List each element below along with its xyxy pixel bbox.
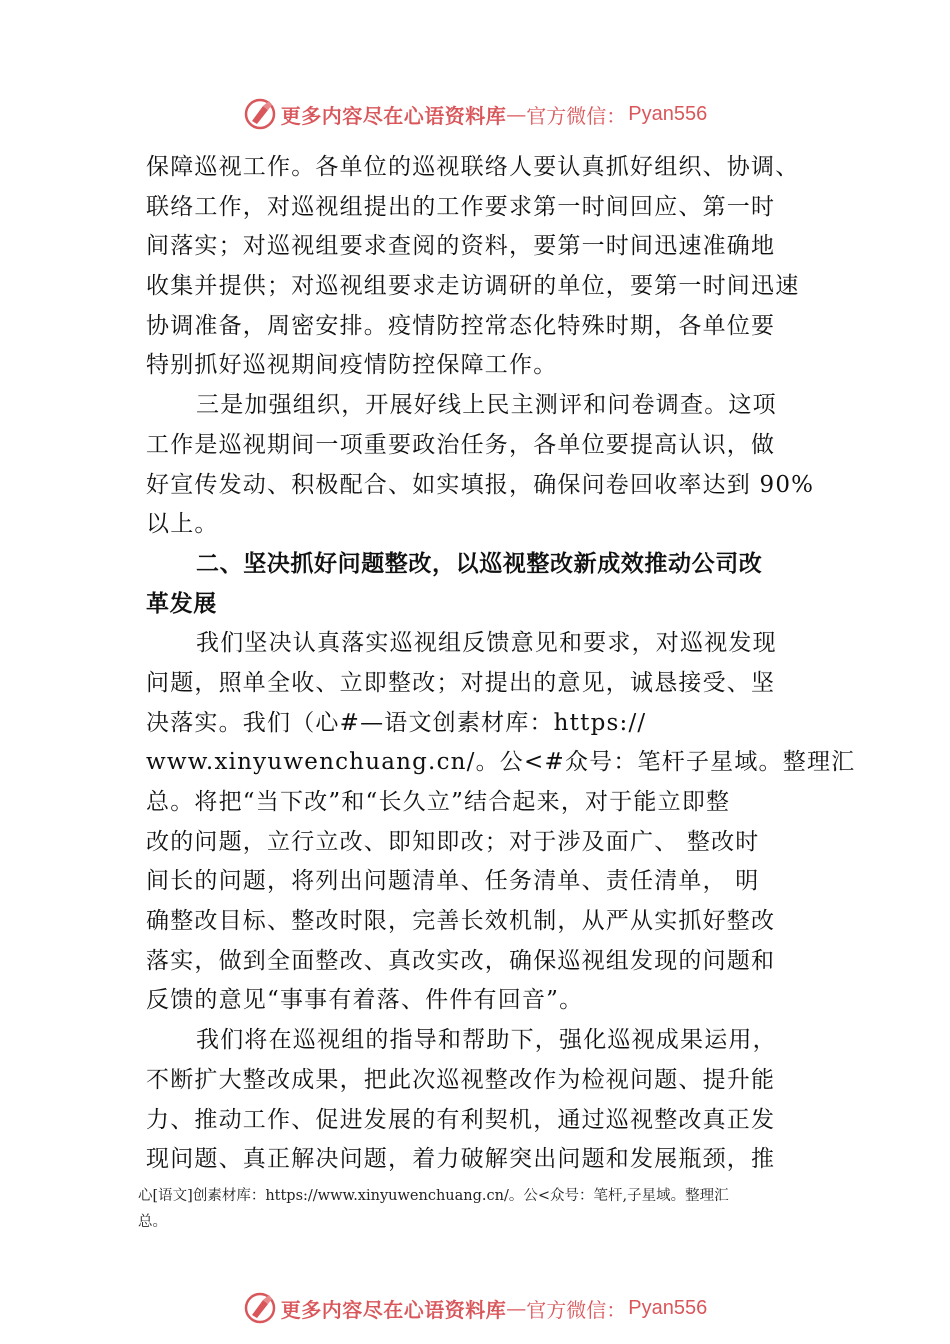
body-line: 好宣传发动、积极配合、如实填报，确保问卷回收率达到 90%	[146, 471, 815, 498]
body-line: 确整改目标、整改时限，完善长效机制，从严从实抓好整改	[146, 908, 776, 935]
banner-dash: —	[506, 102, 527, 126]
banner-site-text: 更多内容尽在心语资料库	[280, 103, 507, 128]
banner-wechat-label: 官方微信：	[526, 103, 627, 128]
banner-dash: —	[506, 1296, 527, 1320]
body-line: 间长的问题，将列出问题清单、任务清单、责任清单， 明	[146, 868, 760, 895]
body-line: 工作是巡视期间一项重要政治任务，各单位要提高认识，做	[146, 431, 776, 458]
footnote	[138, 1183, 838, 1235]
body-line: 我们将在巡视组的指导和帮助下，强化巡视成果运用，	[196, 1027, 777, 1054]
body-line: 以上。	[146, 511, 219, 538]
logo-icon	[243, 97, 277, 131]
banner-wechat-label: 官方微信：	[526, 1297, 627, 1322]
body-line: 力、推动工作、促进发展的有利契机，通过巡视整改真正发	[146, 1106, 776, 1133]
footnote-line: 总。	[138, 1214, 167, 1230]
body-line: 决落实。我们（心#—语文创素材库：https://	[146, 709, 647, 736]
body-line: 特别抓好巡视期间疫情防控保障工作。	[146, 352, 558, 379]
footnote-line: 心[语文]创素材库：https://www.xinyuwenchuang.cn/。公<众号：笔杆,子星域。整理汇	[138, 1188, 729, 1204]
section-heading-cont: 革发展	[146, 590, 217, 617]
body-line: 我们坚决认真落实巡视组反馈意见和要求，对巡视发现	[196, 630, 777, 657]
body-line: 不断扩大整改成果，把此次巡视整改作为检视问题、提升能	[146, 1066, 776, 1093]
body-line: 保障巡视工作。各单位的巡视联络人要认真抓好组织、协调、	[146, 154, 800, 180]
footer-watermark-banner	[0, 1288, 950, 1328]
body-line: www.xinyuwenchuang.cn/。公<#众号：笔杆子星域。整理汇	[146, 749, 856, 776]
banner-wechat-id: Pyan556	[628, 102, 708, 125]
body-line: 问题，照单全收、立即整改；对提出的意见，诚恳接受、坚	[146, 669, 776, 696]
body-line: 收集并提供；对巡视组要求走访调研的单位，要第一时间迅速	[146, 273, 800, 300]
logo-icon	[243, 1291, 277, 1325]
banner-site-text: 更多内容尽在心语资料库	[280, 1297, 507, 1322]
header-watermark-banner	[0, 94, 950, 134]
document-body	[146, 148, 856, 1180]
body-line: 总。将把“当下改”和“长久立”结合起来，对于能立即整	[146, 789, 731, 815]
body-line: 落实，做到全面整改、真改实改，确保巡视组发现的问题和	[146, 947, 776, 974]
body-line: 现问题、真正解决问题，着力破解突出问题和发展瓶颈，推	[146, 1146, 776, 1173]
body-line: 三是加强组织，开展好线上民主测评和问卷调查。这项	[196, 392, 777, 419]
body-line: 联络工作，对巡视组提出的工作要求第一时间回应、第一时	[146, 193, 776, 220]
body-line: 协调准备，周密安排。疫情防控常态化特殊时期，各单位要	[146, 312, 776, 339]
body-line: 间落实；对巡视组要求查阅的资料，要第一时间迅速准确地	[146, 233, 776, 260]
body-line: 改的问题，立行立改、即知即改；对于涉及面广、 整改时	[146, 828, 760, 855]
section-heading: 二、坚决抓好问题整改，以巡视整改新成效推动公司改	[196, 550, 763, 577]
banner-wechat-id: Pyan556	[628, 1296, 708, 1319]
body-line: 反馈的意见“事事有着落、件件有回音”。	[146, 987, 584, 1014]
